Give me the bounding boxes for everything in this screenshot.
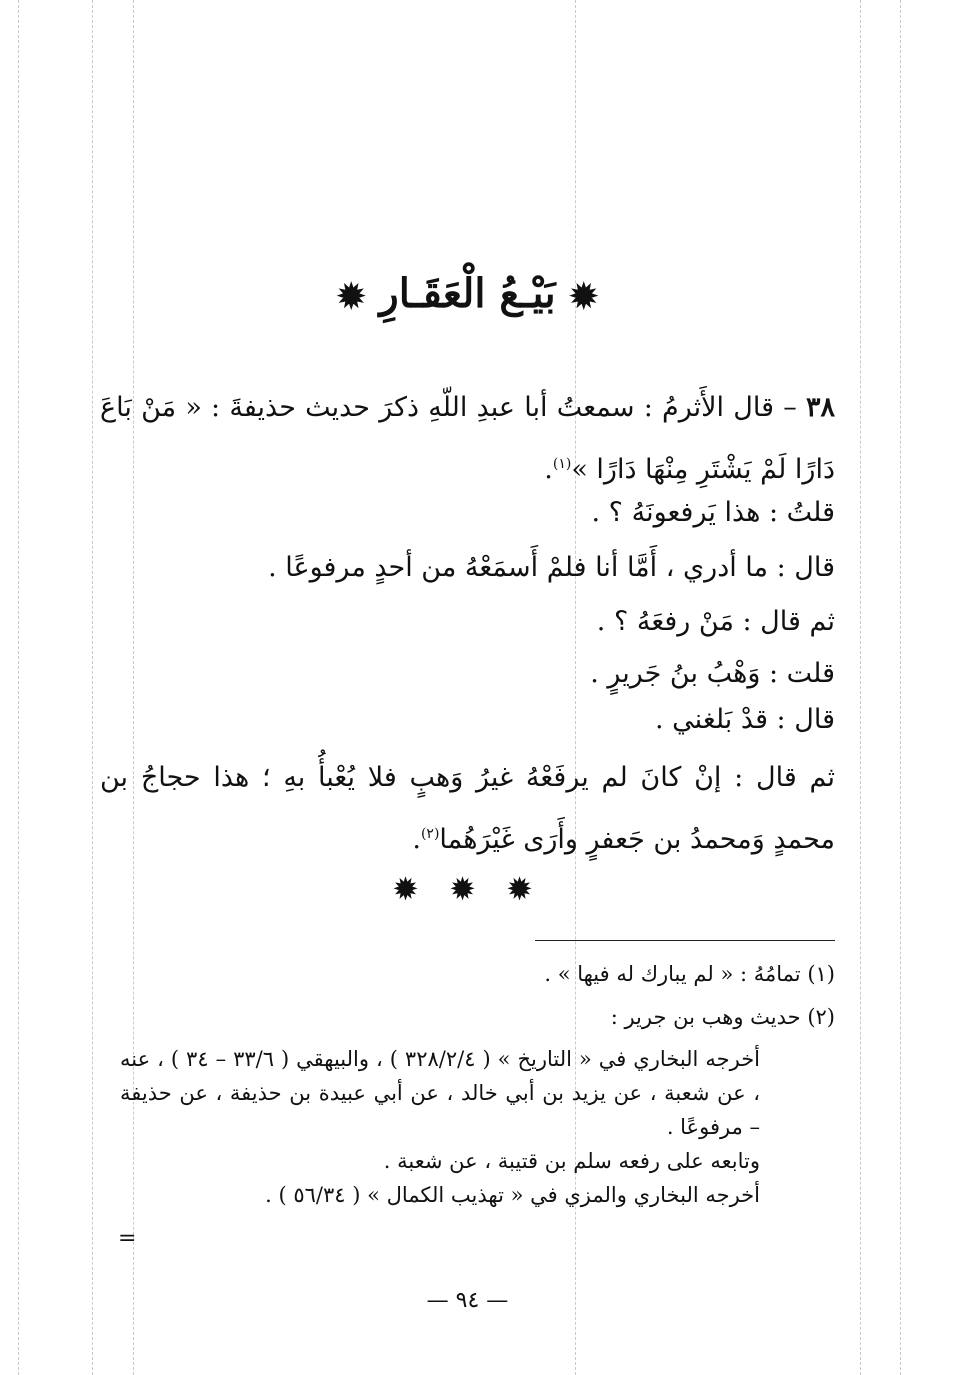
footnote-text: تمامُهُ : « لم يبارك له فيها » . [544, 962, 801, 986]
footnote-2 [611, 1005, 835, 1029]
footnote-ref: (١) [552, 456, 572, 472]
footnote-ref: (٢) [420, 826, 440, 842]
continuation-mark: = [118, 1226, 137, 1251]
dialogue-line: قلت : وَهْبُ بنُ جَريرٍ . [590, 658, 835, 689]
entry-number: ٣٨ [805, 392, 835, 423]
page-title [100, 270, 835, 317]
footnote-rule [535, 940, 835, 941]
dialogue-line: قال : قدْ بَلغني . [655, 704, 835, 735]
footnote-text: حديث وهب بن جرير : [610, 1005, 801, 1029]
guide-line [860, 0, 861, 1375]
guide-line [900, 0, 901, 1375]
footnote-body-line: أخرجه البخاري والمزي في « تهذيب الكمال » ( ٥٦/٣٤ ) . [265, 1183, 760, 1207]
guide-line [92, 0, 93, 1375]
footnote-body-line: أخرجه البخاري في « التاريخ » ( ٣٢٨/٢/٤ ) ، والبيهقي ( ٣٣/٦ – ٣٤ ) ، عنه ، عن شعبة ، عن يزيد بن أبي خالد ، عن أبي عبيدة بن حذيفة ، عن حذيفة – مرفوعًا . [120, 1047, 761, 1139]
star-ornament-icon: ✹ [569, 277, 599, 317]
footnote-1 [544, 962, 835, 986]
intro-text: – قال الأَثرمُ : سمعتُ أبا عبدِ اللّهِ ذكرَ حديث حذيفةَ : « مَنْ بَاعَ دَارًا لَمْ يَشْتَرِ مِنْهَا دَارًا » [100, 392, 835, 485]
intro-paragraph: ٣٨ – قال الأَثرمُ : سمعتُ أبا عبدِ اللّهِ ذكرَ حديث حذيفةَ : « مَنْ بَاعَ دَارًا لَمْ يَشْتَرِ مِنْهَا دَارًا »$^{(١)}$. [100, 392, 835, 485]
section-separator: ✹ ✹ ✹ [392, 870, 543, 908]
footnote-number: (١) [807, 962, 835, 986]
guide-line [18, 0, 19, 1375]
final-text: ثم قال : إنْ كانَ لم يرفَعْهُ غيرُ وَهبٍ فلا يُعْبأُ بهِ ؛ هذا حجاجُ بن محمدٍ وَمحمدُ بن جَعفرٍ وأَرَى غَيْرَهُما [100, 762, 835, 855]
footnote-2-body [120, 1042, 760, 1212]
dialogue-line: ثم قال : مَنْ رفعَهُ ؟ . [596, 606, 835, 637]
footnote-number: (٢) [807, 1005, 835, 1029]
footnote-body-line: وتابعه على رفعه سلم بن قتيبة ، عن شعبة . [383, 1149, 760, 1173]
title-text: بَيْـعُ الْعَقَـارِ [379, 270, 556, 317]
page [100, 0, 835, 1375]
star-ornament-icon: ✹ [336, 277, 366, 317]
dialogue-line: قال : ما أدري ، أَمَّا أنا فلمْ أَسمَعْهُ من أحدٍ مرفوعًا . [268, 552, 835, 583]
page-number: — ٩٤ — [426, 1288, 509, 1313]
final-paragraph: ثم قال : إنْ كانَ لم يرفَعْهُ غيرُ وَهبٍ فلا يُعْبأُ بهِ ؛ هذا حجاجُ بن محمدٍ وَمحمدُ بن جَعفرٍ وأَرَى غَيْرَهُما$^{(٢)}$. [100, 762, 835, 855]
dialogue-line: قلتُ : هذا يَرفعونَهُ ؟ . [591, 497, 835, 528]
